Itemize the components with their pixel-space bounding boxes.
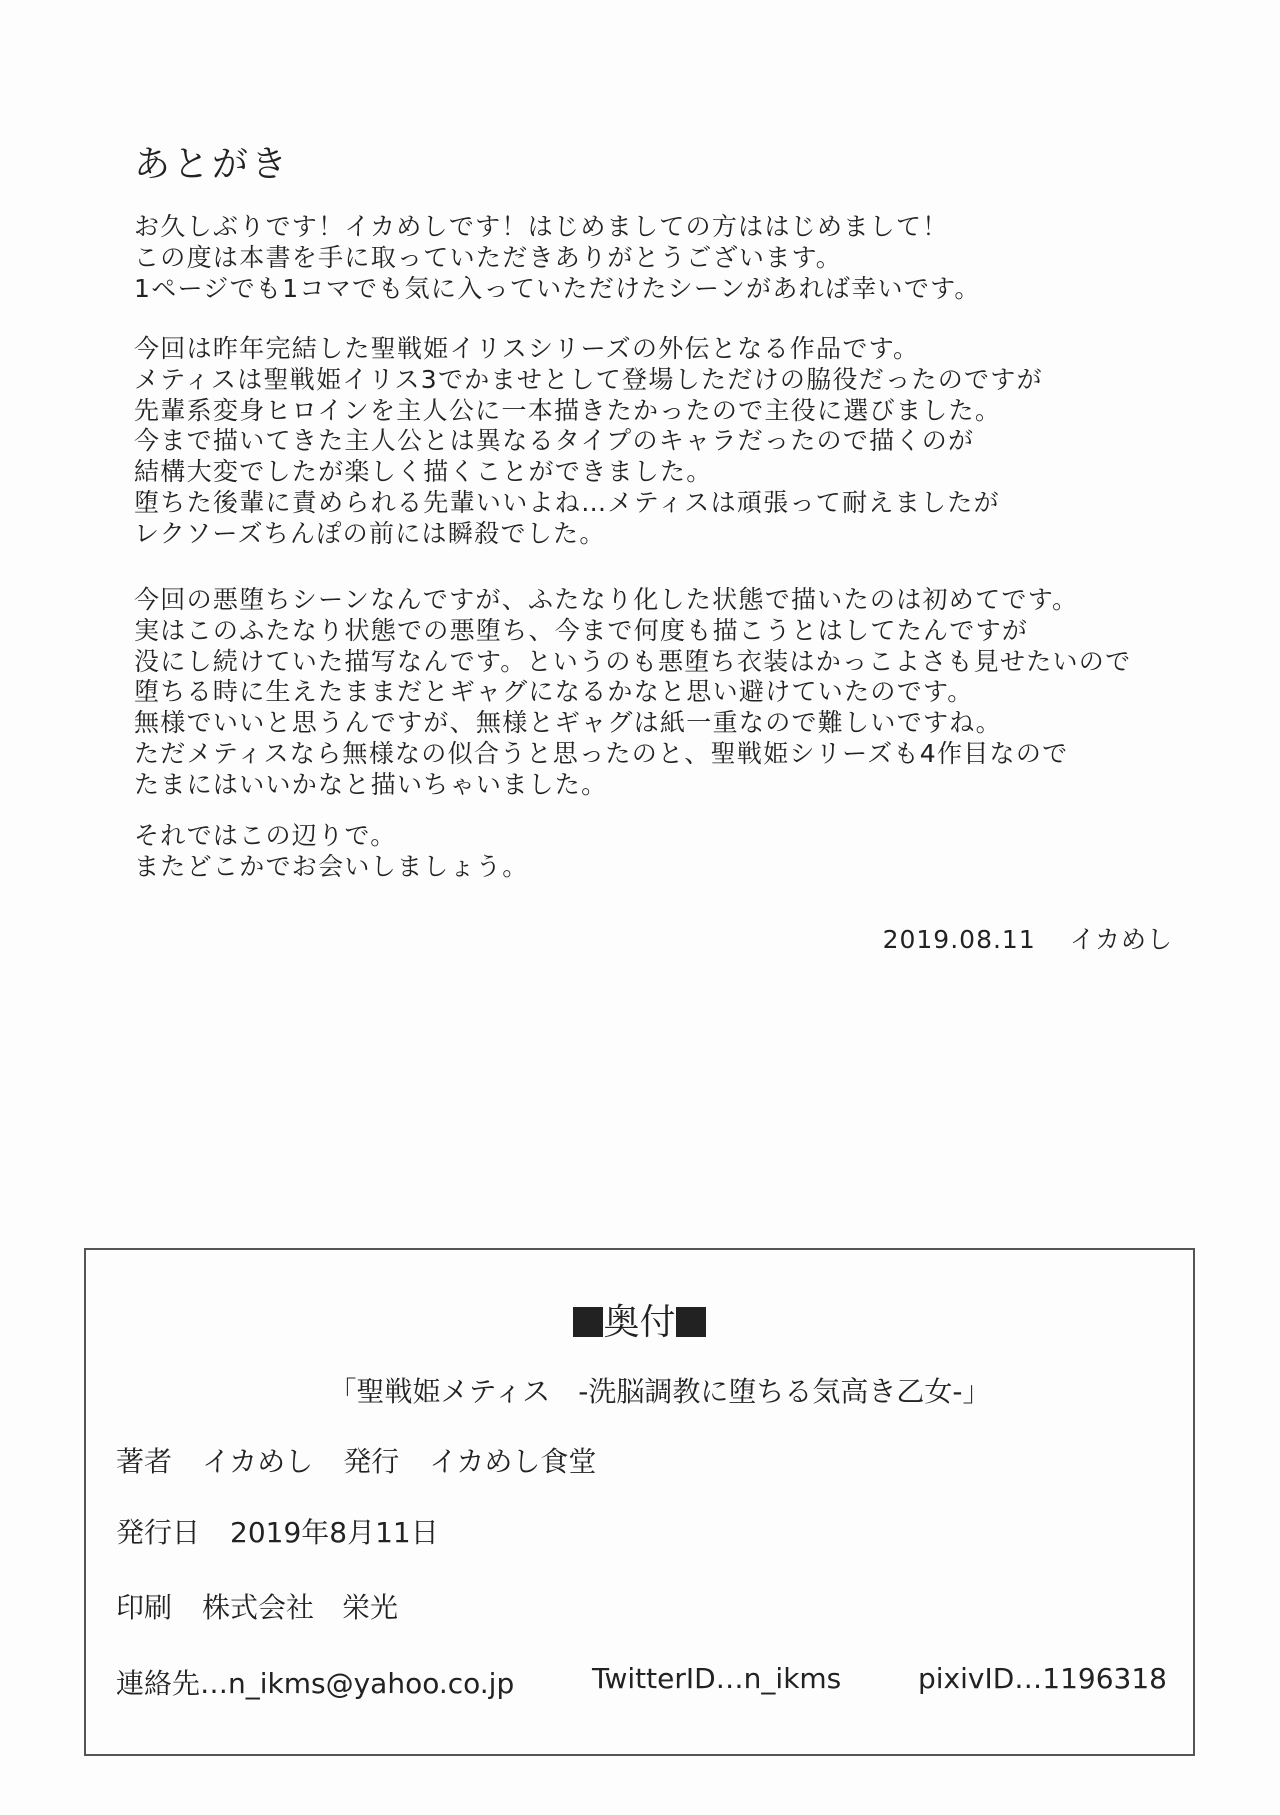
afterword-heading: あとがき [134,144,291,185]
afterword-line: メティスは聖戦姫イリス3でかませとして登場しただけの脇役だったのですが [134,364,1043,394]
colophon-title [86,1294,1193,1345]
printer-label: 印刷 [116,1591,173,1624]
afterword-paragraph-3 [134,585,1131,801]
date-label: 発行日 [116,1516,201,1549]
afterword-line: 今回は昨年完結した聖戦姫イリスシリーズの外伝となる作品です。 [134,334,920,363]
afterword-line: 堕ちる時に生えたままだとギャグになるかなと思い避けていたのです。 [134,677,974,707]
afterword-line: この度は本書を手に取っていただきありがとうございます。 [134,242,843,272]
afterword-line: レクソーズちんぽの前には瞬殺でした。 [134,518,606,548]
afterword-line: たまにはいいかなと描いちゃいました。 [134,769,608,799]
afterword-paragraph-1 [134,212,981,304]
publisher-value: イカめし食堂 [429,1445,597,1478]
colophon-contact-row [86,1662,1193,1698]
contact-twitter: TwitterID…n_ikms [592,1662,842,1695]
square-icon [573,1307,603,1337]
afterword-line: 今まで描いてきた主人公とは異なるタイプのキャラだったので描くのが [134,426,975,456]
colophon-printer-row [116,1586,398,1626]
afterword-author: イカめし [1069,925,1173,954]
afterword-line: またどこかでお会いしましょう。 [134,851,529,881]
afterword-line: 今回の悪堕ちシーンなんですが、ふたなり化した状態で描いたのは初めてです。 [134,585,1079,614]
author-value: イカめし [202,1445,314,1478]
afterword-signature [883,920,1173,956]
publisher-label: 発行 [343,1445,400,1478]
colophon-work-title: 「聖戦姫メティス -洗脳調教に堕ちる気高き乙女-」 [328,1375,991,1408]
afterword-line: 先輩系変身ヒロインを主人公に一本描きたかったので主役に選びました。 [134,395,1002,425]
afterword-line: 実はこのふたなり状態での悪堕ち、今まで何度も描こうとはしてたんですが [134,615,1029,645]
afterword-line: 没にし続けていた描写なんです。というのも悪堕ち衣装はかっこよさも見せたいので [134,646,1132,676]
contact-pixiv: pixivID…1196318 [918,1662,1167,1695]
afterword-line: 1ページでも1コマでも気に入っていただけたシーンがあれば幸いです。 [134,273,981,303]
afterword-line: 結構大変でしたが楽しく描くことができました。 [134,457,713,487]
afterword-paragraph-2 [134,334,1043,550]
colophon-author-row [116,1440,596,1480]
afterword-paragraph-4 [134,821,529,883]
contact-email: 連絡先…n_ikms@yahoo.co.jp [116,1667,515,1700]
afterword-line: 堕ちた後輩に責められる先輩いいよね…メティスは頑張って耐えましたが [134,487,1000,517]
author-label: 著者 [116,1445,173,1478]
afterword-line: 無様でいいと思うんですが、無様とギャグは紙一重なので難しいですね。 [134,708,1002,738]
afterword-line: お久しぶりです！イカめしです！はじめましての方ははじめまして！ [134,212,949,241]
afterword-line: それではこの辺りで。 [134,821,397,850]
afterword-date: 2019.08.11 [882,925,1036,954]
colophon-box [84,1248,1195,1756]
colophon-title-text: 奥付 [603,1302,676,1343]
colophon-date-row [116,1511,439,1551]
afterword-line: ただメティスなら無様なの似合うと思ったのと、聖戦姫シリーズも4作目なので [134,738,1069,768]
square-icon [676,1307,706,1337]
date-value: 2019年8月11日 [230,1516,439,1549]
printer-value: 株式会社 栄光 [202,1591,399,1624]
